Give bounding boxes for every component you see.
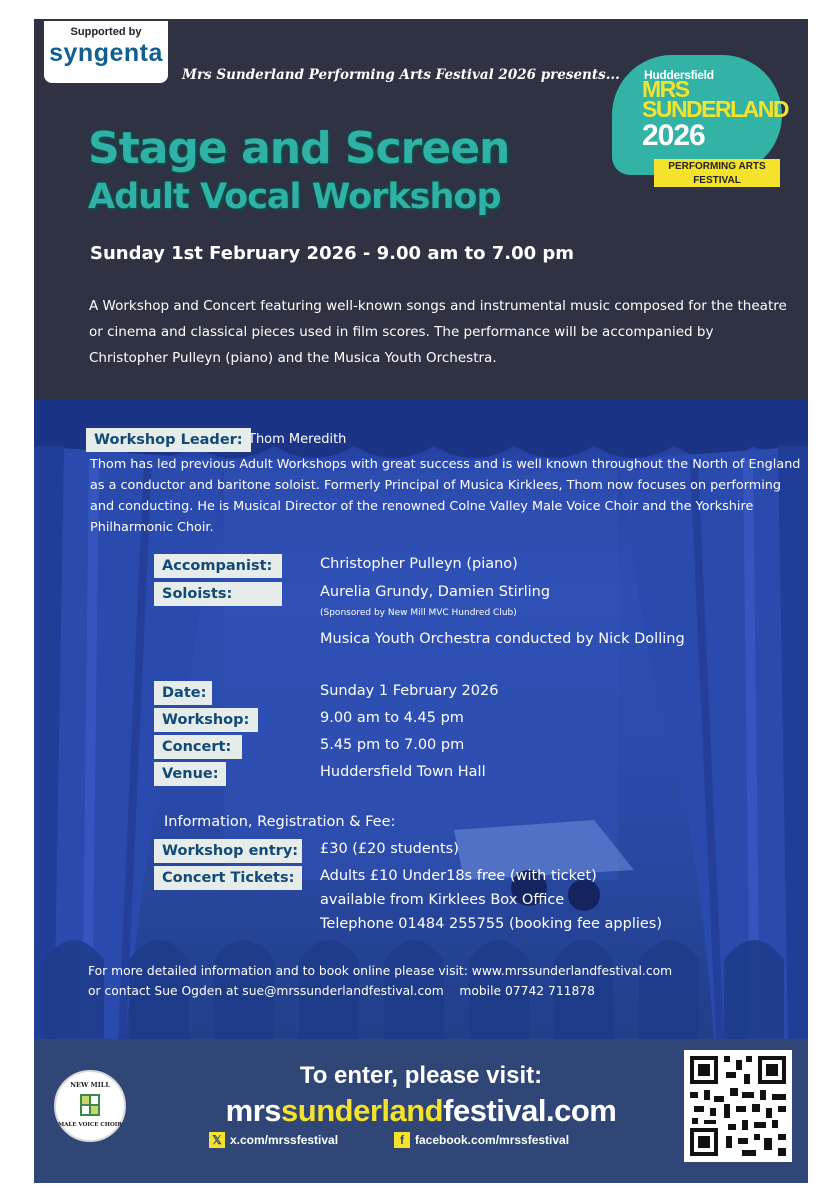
url-part-sunderland: sunderland [281,1093,444,1128]
facebook-icon: f [394,1132,410,1148]
soloists-value: Aurelia Grundy, Damien Stirling [320,584,551,600]
x-link[interactable] [209,1132,338,1148]
concert-tickets-label: Concert Tickets: [154,866,302,890]
contact-line1: For more detailed information and to book online please visit: www.mrssunderlandfestival.com [88,964,673,978]
syngenta-logo: syngenta [49,39,163,67]
contact-info [88,961,788,1001]
workshop-time-value: 9.00 am to 4.45 pm [320,710,464,726]
logo-town: Huddersfield [644,68,714,82]
venue-value: Huddersfield Town Hall [320,764,486,780]
workshop-entry-label: Workshop entry: [154,839,302,863]
soloists-label: Soloists: [154,582,282,606]
logo-name-line1: MRS [642,76,689,102]
workshop-leader-label: Workshop Leader: [86,428,251,452]
logo-tag-line2: FESTIVAL [693,175,741,186]
intro-text: A Workshop and Concert featuring well-known songs and instrumental music composed for the theatre or cinema and classical pieces used in film scores. The performance will be accompanied by Christopher Pulleyn (piano) and the Musica Youth Orchestra. [89,298,787,366]
logo-year: 2026 [642,119,705,152]
qr-code[interactable] [684,1050,792,1162]
poster [34,19,808,1183]
logo-tag [654,159,780,187]
facebook-link[interactable] [394,1132,569,1148]
main-title: Stage and Screen [88,123,510,174]
sponsored-note: (Sponsored by New Mill MVC Hundred Club) [320,608,517,618]
concert-tickets-line3: Telephone 01484 255755 (booking fee applies) [320,916,663,932]
x-handle: x.com/mrssfestival [230,1133,339,1147]
sub-title: Adult Vocal Workshop [88,177,501,217]
presents-line: Mrs Sunderland Performing Arts Festival 2026 presents... [182,67,620,83]
url-part-festival: festival.com [443,1093,617,1128]
date-line: Sunday 1st February 2026 - 9.00 am to 7.00 pm [90,243,575,264]
qr-code-icon [684,1050,792,1162]
supported-by-text: Supported by [70,26,142,38]
url-part-mrs: mrs [225,1093,282,1128]
workshop-leader-bio: Thom has led previous Adult Workshops with great success and is well known throughout the North of England as a conductor and baritone soloist. Formerly Principal of Musica Kirklees, Thom now focuses on performing and conducting. He is Musical Director of the renowned Colne Valley Male Voice Choir and the Yorkshire Philharmonic Choir. [90,457,801,535]
accompanist-label: Accompanist: [154,554,282,578]
workshop-entry-value: £30 (£20 students) [320,841,459,857]
sponsor-badge [44,21,168,83]
orchestra-line: Musica Youth Orchestra conducted by Nick Dolling [320,631,685,647]
contact-line2: or contact Sue Ogden at sue@mrssunderlandfestival.com mobile 07742 711878 [88,984,595,998]
choir-crest-top: NEW MILL [70,1081,110,1089]
workshop-time-label: Workshop: [154,708,258,732]
enter-heading: To enter, please visit: [299,1062,543,1089]
info-heading: Information, Registration & Fee: [164,814,396,830]
logo-name-line2: SUNDERLAND [642,96,788,122]
date-value: Sunday 1 February 2026 [320,683,499,699]
concert-tickets-line2: available from Kirklees Box Office [320,892,565,908]
logo-name [642,76,788,122]
concert-time-value: 5.45 pm to 7.00 pm [320,737,465,753]
accompanist-value: Christopher Pulleyn (piano) [320,556,518,572]
logo-tag-line1: PERFORMING ARTS [668,161,766,172]
concert-tickets-line1: Adults £10 Under18s free (with ticket) [320,868,597,884]
concert-time-label: Concert: [154,735,242,759]
festival-logo [612,55,800,187]
x-icon: 𝕏 [209,1132,225,1148]
facebook-handle: facebook.com/mrssfestival [415,1133,570,1147]
date-label: Date: [154,681,212,705]
venue-label: Venue: [154,762,226,786]
choir-crest-bottom: MALE VOICE CHOIR [58,1122,122,1128]
workshop-leader-name: Thom Meredith [248,432,347,447]
